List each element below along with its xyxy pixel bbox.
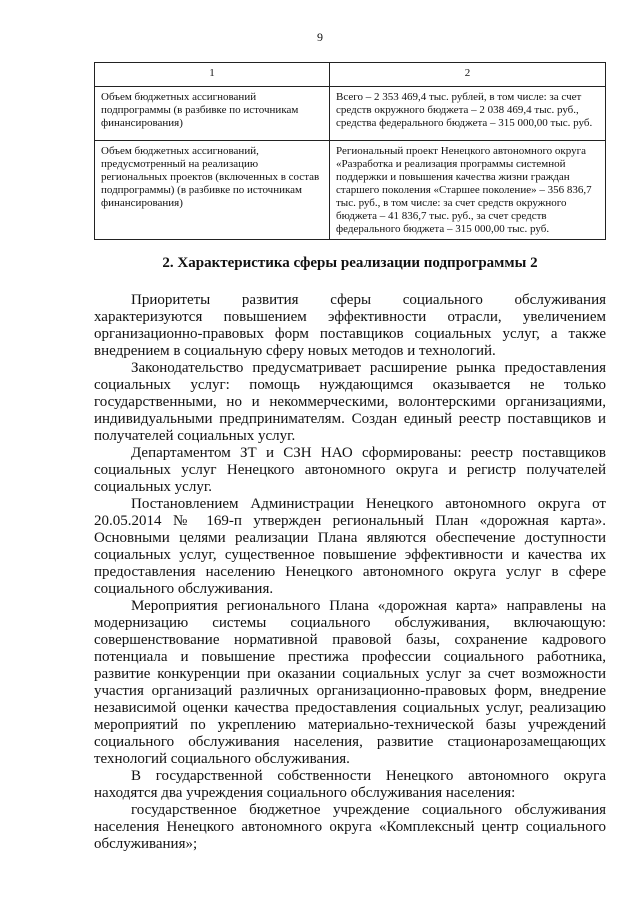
table-header-row (95, 63, 606, 87)
paragraph: государственное бюджетное учреждение социального обслуживания населения Ненецкого автономного округа «Комплексный центр социального обслуживания»; (94, 802, 606, 852)
paragraph: Департаментом ЗТ и СЗН НАО сформированы: реестр поставщиков социальных услуг Ненецкого автономного округа и регистр получателей социальных услуг. (94, 445, 606, 495)
table-row (95, 141, 606, 240)
page-number: 9 (317, 30, 323, 44)
row-label: Объем бюджетных ассигнований, предусмотренный на реализацию региональных проектов (включенных в состав подпрограммы) (в разбивке по источникам финансирования) (95, 141, 330, 240)
row-label: Объем бюджетных ассигнований подпрограммы (в разбивке по источникам финансирования) (95, 87, 330, 141)
column-header-2: 2 (330, 63, 606, 87)
row-value: Региональный проект Ненецкого автономного округа «Разработка и реализация программы системной поддержки и повышения качества жизни граждан старшего поколения «Старшее поколение» – 356 836,7 тыс. руб., в том числе: за счет средств окружного бюджета – 41 836,7 тыс. руб., за счет средств федерального бюджета – 315 000,00 тыс. руб. (330, 141, 606, 240)
paragraph: Постановлением Администрации Ненецкого автономного округа от 20.05.2014 № 169-п утвержден региональный План «дорожная карта». Основными целями реализации Плана являются обеспечение доступности социальных услуг, существенное повышение эффективности и качества их предоставления населению Ненецкого автономного округа услуг в сфере социального обслуживания. (94, 496, 606, 597)
paragraph: Законодательство предусматривает расширение рынка предоставления социальных услуг: помощь нуждающимся оказывается не только государственными, но и некоммерческими, волонтерскими организациями, индивидуальными предпринимателям. Создан единый реестр поставщиков и получателей социальных услуг. (94, 360, 606, 444)
table-row (95, 87, 606, 141)
section-heading: 2. Характеристика сферы реализации подпрограммы 2 (162, 255, 538, 271)
paragraph: В государственной собственности Ненецкого автономного округа находятся два учреждения социального обслуживания населения: (94, 768, 606, 801)
paragraph: Мероприятия регионального Плана «дорожная карта» направлены на модернизацию системы социального обслуживания, включающую: совершенствование нормативной правовой базы, сохранение кадрового потенциала и повышение престижа профессии социального работника, развитие конкуренции при оказании социальных услуг за счет возможности участия организаций различных организационно-правовых форм, внедрение независимой оценки качества предоставления социальных услуг, реализацию мероприятий по укреплению материально-технической базы учреждений социального обслуживания населения, развитие стационарозамещающих технологий социального обслуживания. (94, 598, 606, 767)
section-body (94, 292, 606, 853)
row-value: Всего – 2 353 469,4 тыс. рублей, в том числе: за счет средств окружного бюджета – 2 038 469,4 тыс. руб., средства федерального бюджета – 315 000,00 тыс. руб. (330, 87, 606, 141)
paragraph: Приоритеты развития сферы социального обслуживания характеризуются повышением эффективности отрасли, увеличением организационно-правовых форм поставщиков социальных услуг, а также внедрением в социальную сферу новых методов и технологий. (94, 292, 606, 359)
column-header-1: 1 (95, 63, 330, 87)
subprogram-passport-table (94, 62, 606, 240)
